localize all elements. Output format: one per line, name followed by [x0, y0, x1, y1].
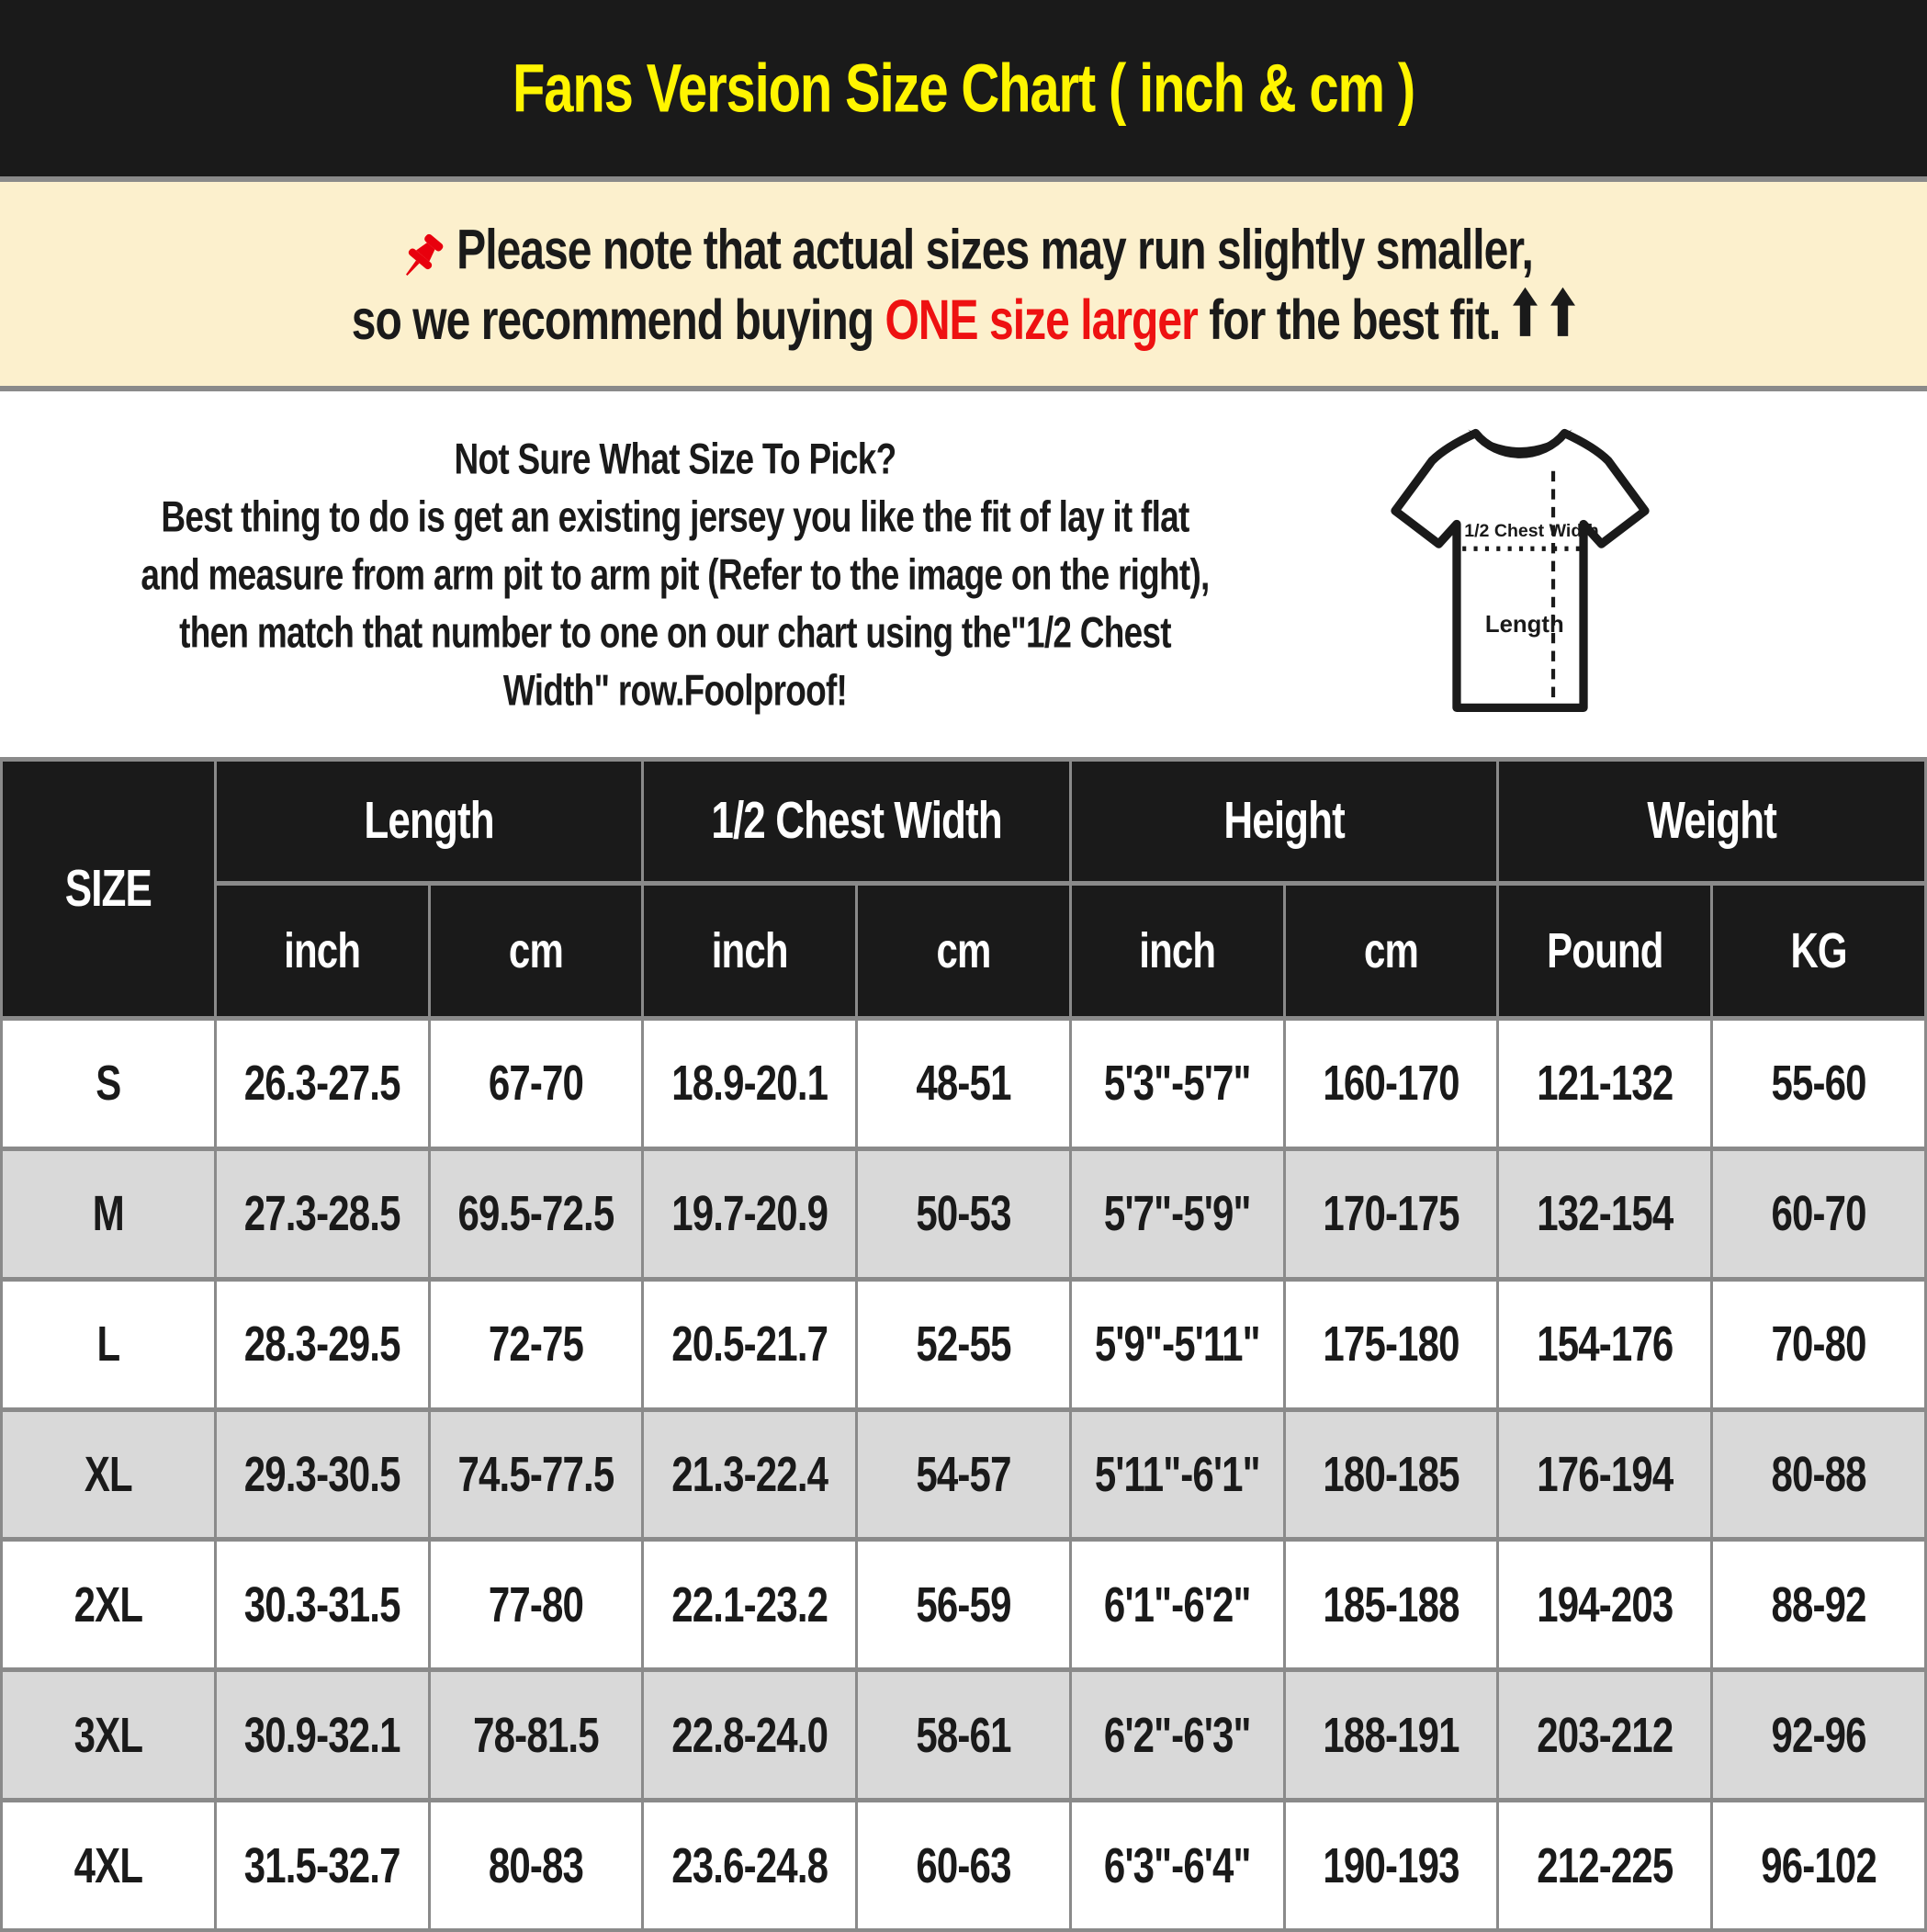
table-cell: 132-154 [1499, 1151, 1710, 1277]
table-cell: 203-212 [1499, 1672, 1710, 1798]
note-text-2-suffix: for the best fit. [1197, 289, 1501, 352]
table-cell: 31.5-32.7 [217, 1802, 428, 1928]
size-guide-text [0, 434, 1350, 715]
table-cell: 92-96 [1713, 1672, 1924, 1798]
subheader-inch: inch [217, 886, 428, 1016]
subheader-pound: Pound [1499, 886, 1710, 1016]
table-cell: 52-55 [858, 1282, 1069, 1407]
note-text-2 [352, 285, 1576, 353]
up-arrow-icon [1550, 285, 1575, 339]
size-chart-table [0, 757, 1927, 1932]
table-cell: 5'7"-5'9" [1072, 1151, 1283, 1277]
size-guide-line-1: Best thing to do is get an existing jersey you like the fit of lay it flat [161, 491, 1189, 541]
table-cell: 70-80 [1713, 1282, 1924, 1407]
table-cell: 6'1"-6'2" [1072, 1542, 1283, 1667]
pushpin-icon [394, 230, 449, 285]
table-cell: 27.3-28.5 [217, 1151, 428, 1277]
table-cell: 6'2"-6'3" [1072, 1672, 1283, 1798]
table-cell: 23.6-24.8 [644, 1802, 855, 1928]
table-cell: 30.9-32.1 [217, 1672, 428, 1798]
group-header-height: Height [1072, 762, 1497, 881]
size-guide-line-2: and measure from arm pit to arm pit (Refer to the image on the right), [141, 549, 1210, 599]
subheader-kg: KG [1713, 886, 1924, 1016]
subheader-inch: inch [1072, 886, 1283, 1016]
table-cell: 212-225 [1499, 1802, 1710, 1928]
tshirt-outline [1395, 433, 1645, 707]
size-cell: XL [3, 1412, 214, 1538]
title-bar [0, 0, 1927, 176]
table-cell: 96-102 [1713, 1802, 1924, 1928]
table-cell: 22.1-23.2 [644, 1542, 855, 1667]
table-cell: 176-194 [1499, 1412, 1710, 1538]
table-cell: 170-175 [1286, 1151, 1497, 1277]
table-cell: 190-193 [1286, 1802, 1497, 1928]
note-line-1 [394, 219, 1533, 281]
group-header-length: Length [217, 762, 642, 881]
table-cell: 188-191 [1286, 1672, 1497, 1798]
table-cell: 26.3-27.5 [217, 1021, 428, 1147]
size-cell: L [3, 1282, 214, 1407]
note-banner [0, 182, 1927, 386]
group-header-weight: Weight [1499, 762, 1924, 881]
table-cell: 19.7-20.9 [644, 1151, 855, 1277]
table-cell: 80-83 [431, 1802, 642, 1928]
table-cell: 22.8-24.0 [644, 1672, 855, 1798]
table-cell: 77-80 [431, 1542, 642, 1667]
size-guide-section [0, 391, 1927, 757]
table-cell: 60-63 [858, 1802, 1069, 1928]
subheader-cm: cm [858, 886, 1069, 1016]
table-cell: 67-70 [431, 1021, 642, 1147]
subheader-inch: inch [644, 886, 855, 1016]
table-cell: 55-60 [1713, 1021, 1924, 1147]
chest-width-label: 1/2 Chest Width [1464, 520, 1599, 541]
table-cell: 48-51 [858, 1021, 1069, 1147]
one-size-larger-highlight: ONE size larger [885, 289, 1198, 352]
table-cell: 50-53 [858, 1151, 1069, 1277]
table-cell: 160-170 [1286, 1021, 1497, 1147]
table-cell: 121-132 [1499, 1021, 1710, 1147]
size-cell: 2XL [3, 1542, 214, 1667]
size-guide-heading: Not Sure What Size To Pick? [454, 434, 896, 483]
table-cell: 194-203 [1499, 1542, 1710, 1667]
table-cell: 74.5-77.5 [431, 1412, 642, 1538]
table-cell: 6'3"-6'4" [1072, 1802, 1283, 1928]
table-cell: 154-176 [1499, 1282, 1710, 1407]
table-cell: 54-57 [858, 1412, 1069, 1538]
table-cell: 88-92 [1713, 1542, 1924, 1667]
size-column-header: SIZE [3, 762, 214, 1016]
size-cell: 3XL [3, 1672, 214, 1798]
table-cell: 60-70 [1713, 1151, 1924, 1277]
subheader-cm: cm [1286, 886, 1497, 1016]
size-guide-line-4: Width" row.Foolproof! [502, 665, 848, 715]
length-label: Length [1484, 611, 1564, 638]
note-text-1: Please note that actual sizes may run slightly smaller, [456, 219, 1533, 281]
size-cell: S [3, 1021, 214, 1147]
table-cell: 78-81.5 [431, 1672, 642, 1798]
table-cell: 80-88 [1713, 1412, 1924, 1538]
note-text-2-prefix: so we recommend buying [351, 289, 885, 352]
table-cell: 18.9-20.1 [644, 1021, 855, 1147]
table-cell: 58-61 [858, 1672, 1069, 1798]
table-cell: 30.3-31.5 [217, 1542, 428, 1667]
table-cell: 180-185 [1286, 1412, 1497, 1538]
size-cell: M [3, 1151, 214, 1277]
tshirt-diagram [1378, 416, 1662, 733]
group-header-chest-width: 1/2 Chest Width [644, 762, 1069, 881]
table-cell: 56-59 [858, 1542, 1069, 1667]
size-cell: 4XL [3, 1802, 214, 1928]
table-cell: 185-188 [1286, 1542, 1497, 1667]
page-title: Fans Version Size Chart ( inch & cm ) [513, 50, 1414, 127]
table-cell: 5'11"-6'1" [1072, 1412, 1283, 1538]
table-cell: 5'9"-5'11" [1072, 1282, 1283, 1407]
size-guide-line-3: then match that number to one on our chart using the"1/2 Chest [179, 607, 1171, 657]
table-cell: 69.5-72.5 [431, 1151, 642, 1277]
note-line-2 [351, 289, 1576, 352]
table-cell: 21.3-22.4 [644, 1412, 855, 1538]
table-cell: 28.3-29.5 [217, 1282, 428, 1407]
subheader-cm: cm [431, 886, 642, 1016]
table-cell: 5'3"-5'7" [1072, 1021, 1283, 1147]
table-cell: 29.3-30.5 [217, 1412, 428, 1538]
table-cell: 20.5-21.7 [644, 1282, 855, 1407]
table-cell: 72-75 [431, 1282, 642, 1407]
up-arrow-icon [1513, 285, 1538, 339]
table-cell: 175-180 [1286, 1282, 1497, 1407]
